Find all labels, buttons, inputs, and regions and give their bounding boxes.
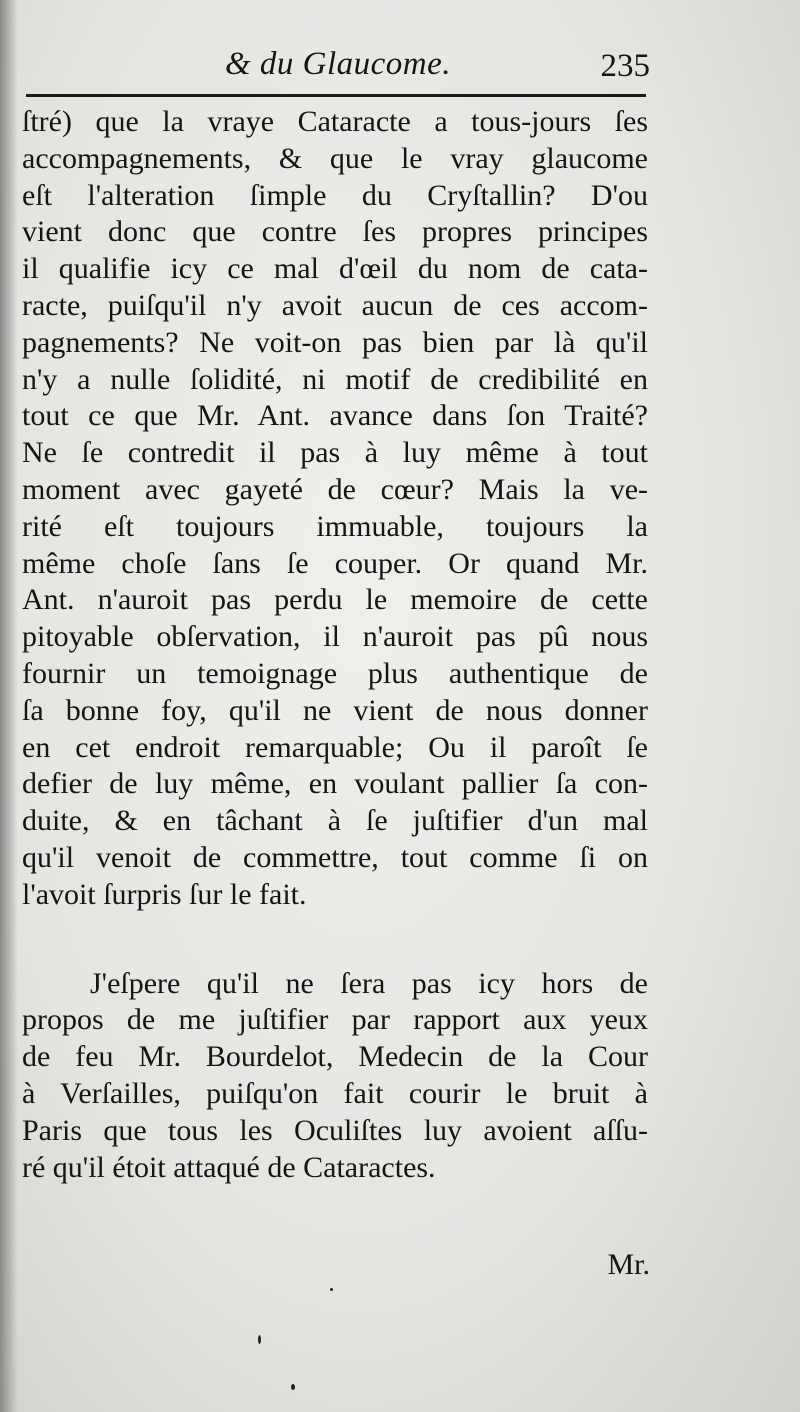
page-header <box>28 40 648 90</box>
text-line: accompagnements, & que le vray glaucome <box>22 141 648 175</box>
text-line: eſt l'alteration ſimple du Cryſtallin? D'ou <box>22 178 648 212</box>
text-line: moment avec gayeté de cœur? Mais la ve- <box>22 472 648 506</box>
paragraph-gap <box>22 914 648 966</box>
text-line: duite, & en tâchant à ſe juſtifier d'un mal <box>22 804 648 838</box>
text-line: vient donc que contre ſes propres principes <box>22 215 648 249</box>
text-line: de feu Mr. Bourdelot, Medecin de la Cour <box>22 1040 648 1074</box>
header-rule <box>26 94 646 97</box>
text-line: propos de me juſtifier par rapport aux yeux <box>22 1003 648 1037</box>
text-line: racte, puiſqu'il n'y avoit aucun de ces accom- <box>22 288 648 322</box>
text-line: qu'il venoit de commettre, tout comme ſi on <box>22 840 648 874</box>
text-line: ſa bonne foy, qu'il ne vient de nous donner <box>22 693 648 727</box>
text-line: même choſe ſans ſe couper. Or quand Mr. <box>22 546 648 580</box>
ink-speck <box>258 1335 261 1344</box>
text-line: Ant. n'auroit pas perdu le memoire de cette <box>22 583 648 617</box>
text-line: tout ce que Mr. Ant. avance dans ſon Traité? <box>22 399 648 433</box>
text-line: n'y a nulle ſolidité, ni motif de credibilité en <box>22 362 648 396</box>
text-line: à Verſailles, puiſqu'on fait courir le bruit à <box>22 1076 648 1110</box>
text-line: defier de luy même, en voulant pallier ſa con- <box>22 767 648 801</box>
text-line: rité eſt toujours immuable, toujours la <box>22 509 648 543</box>
text-line: Ne ſe contredit il pas à luy même à tout <box>22 436 648 470</box>
text-line: ré qu'il étoit attaqué de Cataractes. <box>22 1150 436 1184</box>
text-line: pitoyable obſervation, il n'auroit pas pû nous <box>22 620 648 654</box>
body-text <box>22 104 648 1186</box>
catchword: Mr. <box>607 1248 650 1281</box>
paragraph-2 <box>22 966 648 1187</box>
text-line: en cet endroit remarquable; Ou il paroît ſe <box>22 730 648 764</box>
text-line: J'eſpere qu'il ne ſera pas icy hors de <box>90 966 648 1000</box>
text-line: pagnements? Ne voit-on pas bien par là qu'il <box>22 325 648 359</box>
text-line: Paris que tous les Oculiſtes luy avoient aſſu- <box>22 1113 648 1147</box>
gutter-shadow <box>0 0 18 1412</box>
text-line: fournir un temoignage plus authentique de <box>22 656 648 690</box>
running-head: & du Glaucome. <box>224 46 452 82</box>
text-line: il qualifie icy ce mal d'œil du nom de cata- <box>22 252 648 286</box>
text-line: ſtré) que la vraye Cataracte a tous-jours ſes <box>22 105 648 138</box>
ink-speck <box>330 1288 333 1291</box>
page-number: 235 <box>600 48 650 84</box>
ink-speck <box>291 1384 295 1390</box>
paragraph-1 <box>22 104 648 914</box>
text-line: l'avoit ſurpris ſur le fait. <box>22 877 307 911</box>
